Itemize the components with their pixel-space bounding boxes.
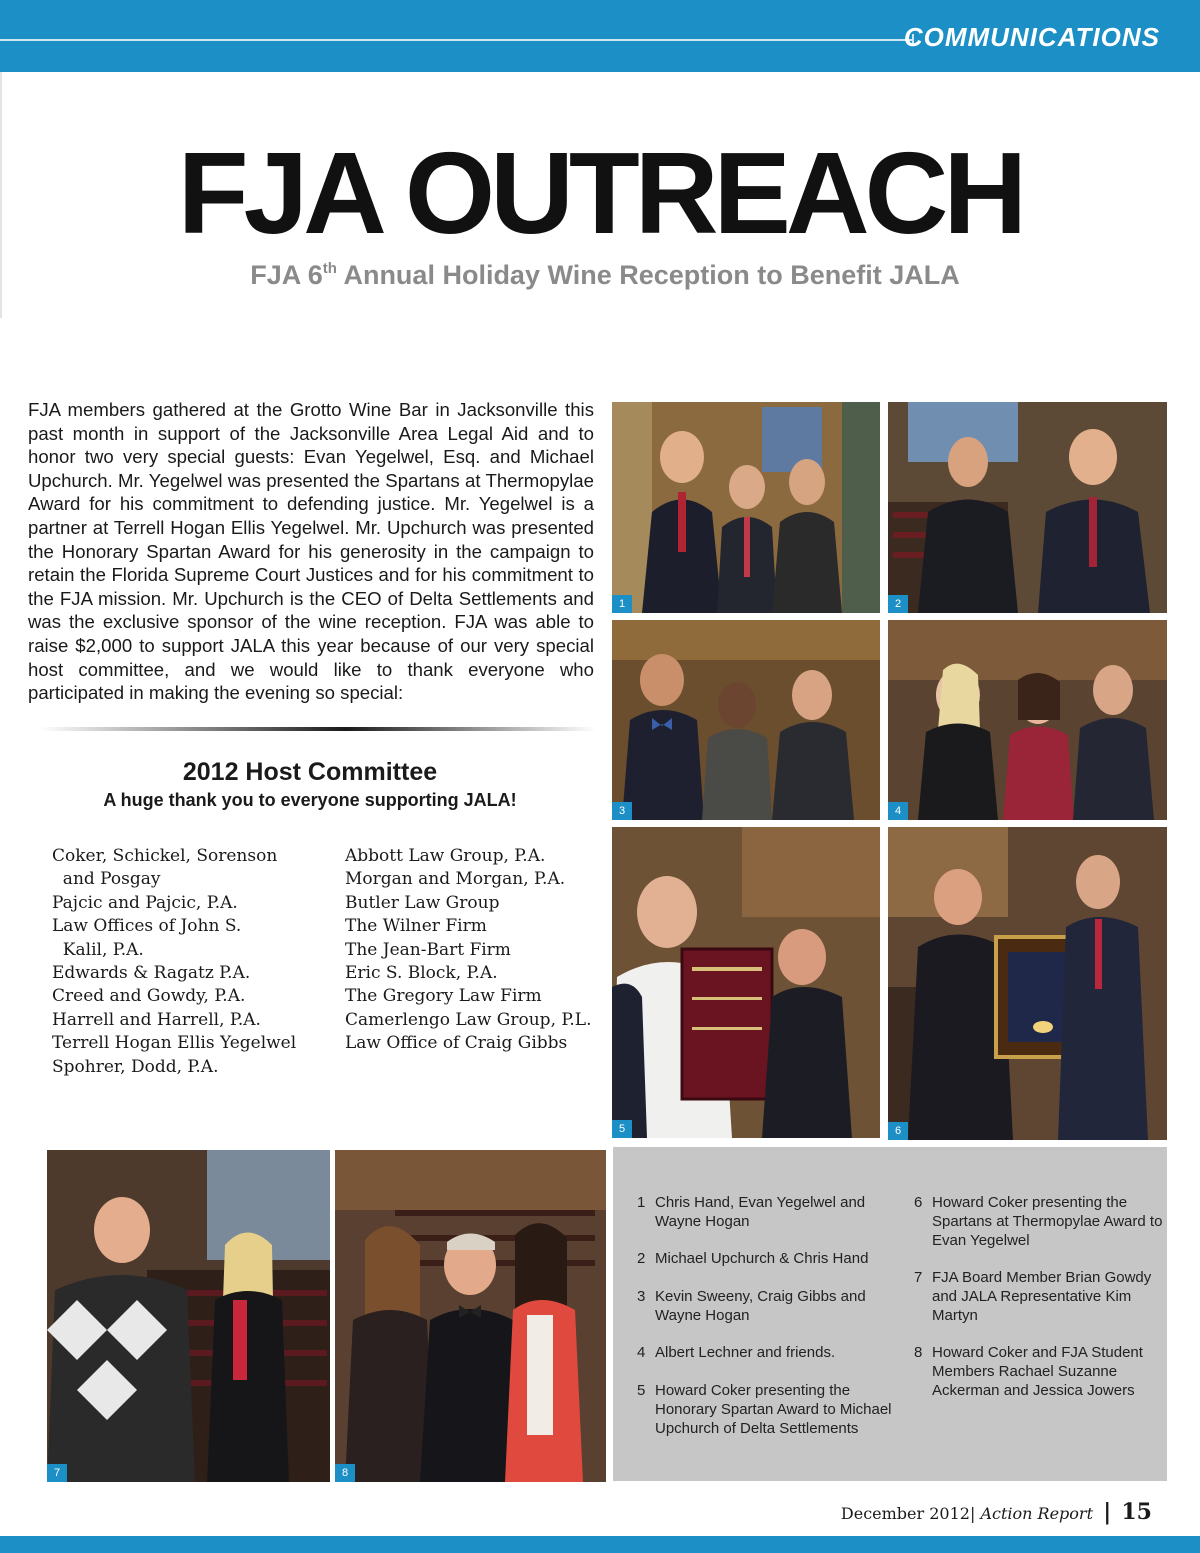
firm-item: Law Office of Craig Gibbs — [345, 1033, 568, 1054]
caption-text: Howard Coker presenting the Honorary Spartan Award to Michael Upchurch of Delta Settlements — [655, 1381, 892, 1437]
firm-list-right — [345, 845, 605, 1056]
photo-number: 8 — [335, 1464, 355, 1482]
photo-number: 2 — [888, 595, 908, 613]
caption-number: 2 — [637, 1250, 646, 1268]
caption-list-right — [914, 1194, 1164, 1420]
page-footer: December 2012| Action Report | 15 — [840, 1499, 1152, 1525]
photo-6 — [888, 827, 1167, 1140]
caption-number: 5 — [637, 1381, 646, 1399]
firm-item: and Posgay — [52, 869, 161, 890]
page-number: 15 — [1121, 1499, 1152, 1525]
page-title: FJA OUTREACH — [177, 128, 1023, 258]
subtitle-superscript: th — [322, 260, 337, 277]
caption-number: 3 — [637, 1287, 646, 1305]
firm-item: Law Offices of John S. — [52, 916, 242, 937]
section-divider — [40, 727, 596, 731]
firm-item: Abbott Law Group, P.A. — [345, 846, 546, 866]
firm-item: Camerlengo Law Group, P.L. — [345, 1009, 592, 1030]
header-rule — [0, 39, 912, 41]
photo-3 — [612, 620, 880, 820]
caption-text: Albert Lechner and friends. — [655, 1344, 836, 1362]
firm-item: The Gregory Law Firm — [345, 986, 542, 1007]
caption-number: 8 — [914, 1344, 923, 1362]
page-subtitle — [0, 260, 1200, 291]
photo-4 — [888, 620, 1167, 820]
firm-item: Kalil, P.A. — [52, 939, 144, 960]
caption-item — [637, 1382, 907, 1438]
photo-number: 4 — [888, 802, 908, 820]
caption-item — [914, 1194, 1164, 1250]
committee-heading: 2012 Host Committee — [182, 758, 438, 786]
firm-item: Pajcic and Pajcic, P.A. — [52, 892, 238, 913]
subtitle-text-rest: Annual Holiday Wine Reception to Benefit JALA — [336, 260, 960, 290]
caption-item — [914, 1269, 1164, 1325]
footer-band — [0, 1536, 1200, 1553]
caption-number: 1 — [637, 1194, 646, 1211]
photo-number: 7 — [47, 1464, 67, 1482]
firm-item: Creed and Gowdy, P.A. — [52, 986, 246, 1007]
firm-item: Coker, Schickel, Sorenson — [52, 846, 278, 866]
firm-item: Morgan and Morgan, P.A. — [345, 869, 566, 890]
photo-number: 6 — [888, 1122, 908, 1140]
firm-item: The Wilner Firm — [345, 916, 487, 937]
caption-item — [637, 1194, 907, 1232]
section-label: COMMUNICATIONS — [903, 22, 1160, 52]
intro-paragraph: FJA members gathered at the Grotto Wine Bar in Jacksonville this past month in support of the Jacksonville Area Legal Aid and to honor two very special guests: Evan Yegelwel, Esq. and Michael Upchurch. Mr. Yegelwel was presented the Spartans at Thermopylae Award for his commitment to defending justice. Mr. Yegelwel is a partner at Terrell Hogan Ellis Yegelwel. Mr. Upchurch was presented the Honorary Spartan Award for his generosity in the campaign to retain the Florida Supreme Court Justices and for his commitment to the FJA mission. Mr. Upchurch is the CEO of Delta Settlements and was the exclusive sponsor of the wine reception. FJA was able to raise $2,000 to support JALA this year because of our very special host committee, and we would like to thank everyone who participated in making the evening so special: — [28, 399, 594, 704]
firm-item: The Jean-Bart Firm — [345, 939, 511, 960]
caption-text: Howard Coker and FJA Student Members Rachael Suzanne Ackerman and Jessica Jowers — [932, 1344, 1143, 1399]
footer-date: December 2012 — [840, 1504, 970, 1523]
caption-text: Michael Upchurch & Chris Hand — [655, 1250, 869, 1268]
caption-text: FJA Board Member Brian Gowdy and JALA Representative Kim Martyn — [932, 1269, 1152, 1324]
caption-item — [637, 1344, 907, 1363]
committee-subheading: A huge thank you to everyone supporting JALA! — [103, 790, 517, 810]
caption-list-left — [637, 1194, 907, 1457]
caption-text: Kevin Sweeny, Craig Gibbs and Wayne Hogan — [655, 1287, 866, 1324]
caption-item — [914, 1344, 1164, 1400]
photo-number: 3 — [612, 802, 632, 820]
caption-text: Howard Coker presenting the Spartans at Thermopylae Award to Evan Yegelwel — [932, 1194, 1163, 1249]
photo-number: 1 — [612, 595, 632, 613]
caption-number: 7 — [914, 1269, 923, 1287]
firm-item: Harrell and Harrell, P.A. — [52, 1009, 261, 1030]
footer-separator: | — [969, 1504, 976, 1523]
caption-item — [637, 1250, 907, 1269]
firm-item: Edwards & Ragatz P.A. — [52, 963, 251, 984]
caption-item — [637, 1288, 907, 1326]
photo-8 — [335, 1150, 606, 1482]
photo-5 — [612, 827, 880, 1138]
footer-publication: Action Report — [980, 1504, 1094, 1523]
photo-1 — [612, 402, 880, 613]
photo-7 — [47, 1150, 330, 1482]
firm-item: Spohrer, Dodd, P.A. — [52, 1056, 219, 1077]
caption-number: 4 — [637, 1344, 646, 1362]
photo-2 — [888, 402, 1167, 613]
caption-number: 6 — [914, 1194, 923, 1211]
caption-text: Chris Hand, Evan Yegelwel and Wayne Hogan — [655, 1194, 866, 1230]
photo-number: 5 — [612, 1120, 632, 1138]
firm-item: Terrell Hogan Ellis Yegelwel — [52, 1033, 297, 1054]
firm-list-left — [52, 845, 322, 1079]
firm-item: Butler Law Group — [345, 892, 500, 913]
subtitle-text: FJA 6 — [250, 260, 323, 290]
firm-item: Eric S. Block, P.A. — [345, 963, 498, 984]
